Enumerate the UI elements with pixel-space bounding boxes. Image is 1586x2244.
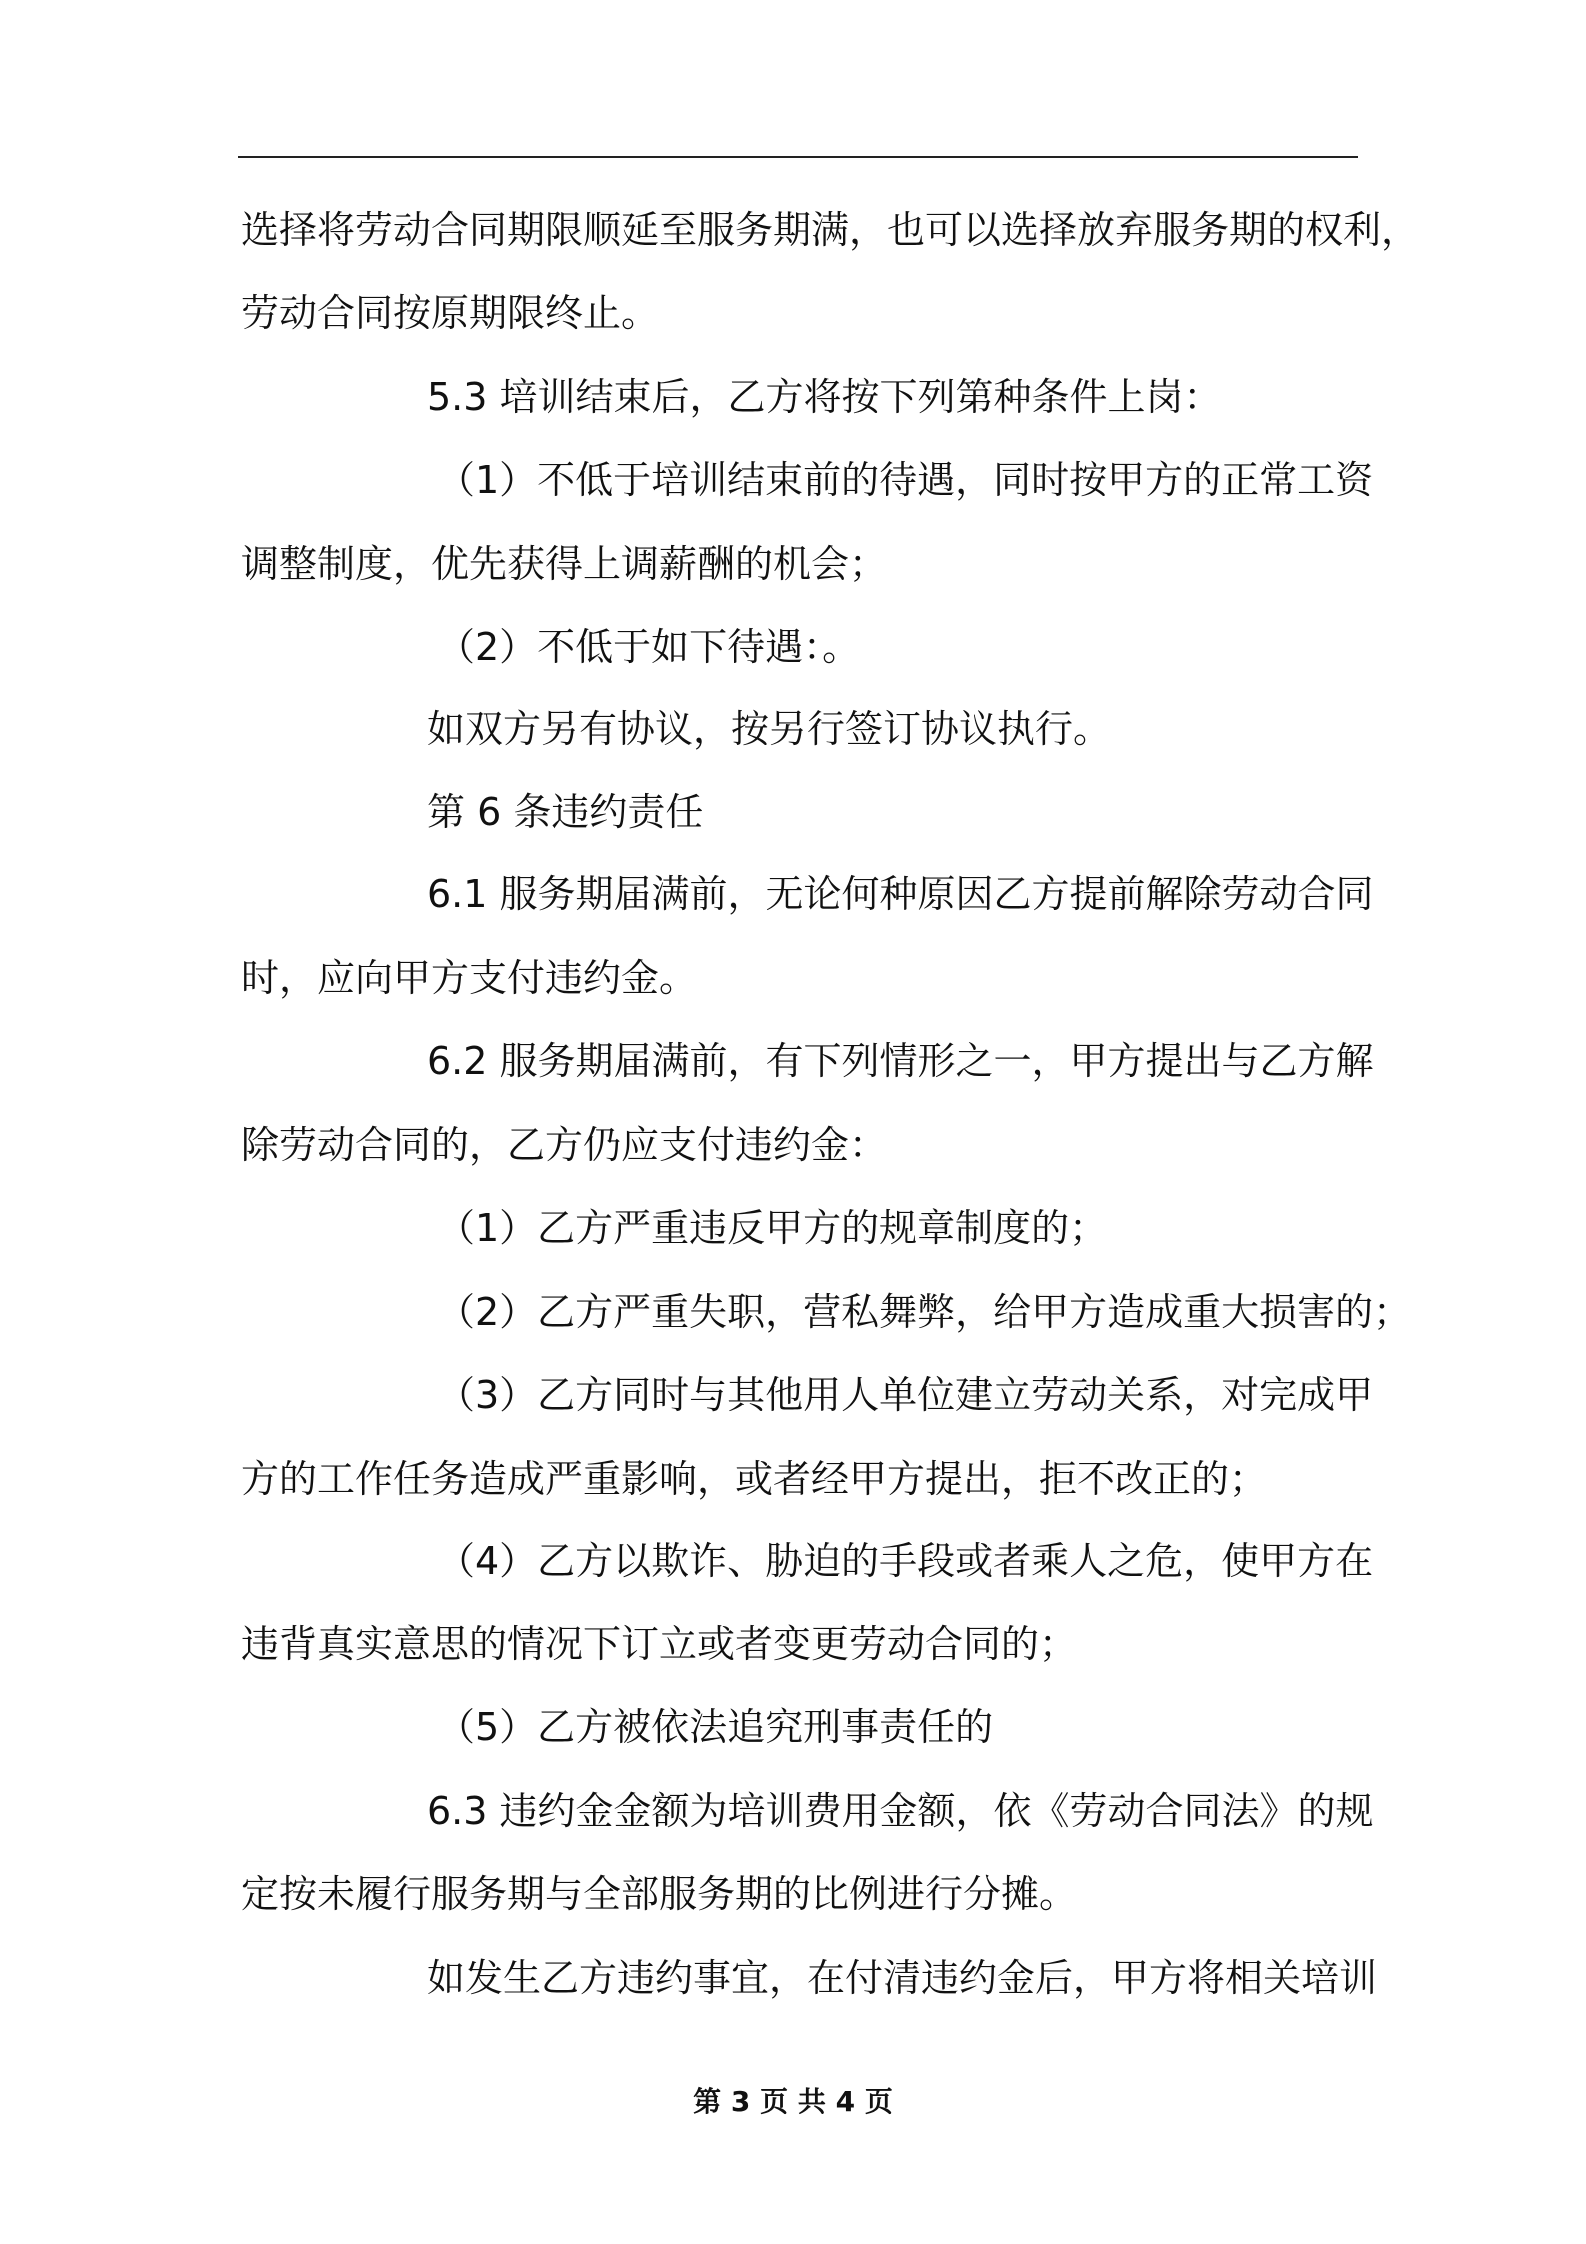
body-line: （4）乙方以欺诈、胁迫的手段或者乘人之危，使甲方在: [437, 1539, 1374, 1583]
body-line: 6.1 服务期届满前，无论何种原因乙方提前解除劳动合同: [427, 872, 1374, 916]
body-line: 如发生乙方违约事宜，在付清违约金后，甲方将相关培训: [427, 1956, 1378, 2000]
body-line: 定按未履行服务期与全部服务期的比例进行分摊。: [241, 1872, 1078, 1916]
body-line: （2）不低于如下待遇：。: [437, 625, 861, 669]
body-line: （1）乙方严重违反甲方的规章制度的；: [437, 1206, 1108, 1250]
body-line: 劳动合同按原期限终止。: [241, 291, 660, 335]
body-line: 选择将劳动合同期限顺延至服务期满，也可以选择放弃服务期的权利，: [241, 208, 1420, 252]
body-line: （1）不低于培训结束前的待遇，同时按甲方的正常工资: [437, 458, 1374, 502]
section-heading: 第 6 条违约责任: [427, 790, 704, 834]
header-rule: [238, 156, 1358, 158]
body-line: 6.3 违约金金额为培训费用金额，依《劳动合同法》的规: [427, 1789, 1374, 1833]
body-line: 如双方另有协议，按另行签订协议执行。: [427, 707, 1112, 751]
body-line: （5）乙方被依法追究刑事责任的: [437, 1705, 994, 1749]
body-line: 5.3 培训结束后，乙方将按下列第种条件上岗：: [427, 375, 1222, 419]
body-line: 时，应向甲方支付违约金。: [241, 956, 698, 1000]
body-line: 6.2 服务期届满前，有下列情形之一，甲方提出与乙方解: [427, 1039, 1374, 1083]
body-line: 方的工作任务造成严重影响，或者经甲方提出，拒不改正的；: [241, 1457, 1268, 1501]
body-line: （3）乙方同时与其他用人单位建立劳动关系，对完成甲: [437, 1373, 1374, 1417]
body-line: 违背真实意思的情况下订立或者变更劳动合同的；: [241, 1622, 1078, 1666]
body-line: 调整制度，优先获得上调薪酬的机会；: [241, 542, 888, 586]
body-line: 除劳动合同的，乙方仍应支付违约金：: [241, 1123, 888, 1167]
body-line: （2）乙方严重失职，营私舞弊，给甲方造成重大损害的；: [437, 1290, 1412, 1334]
page-number: 第 3 页 共 4 页: [693, 2085, 893, 2118]
